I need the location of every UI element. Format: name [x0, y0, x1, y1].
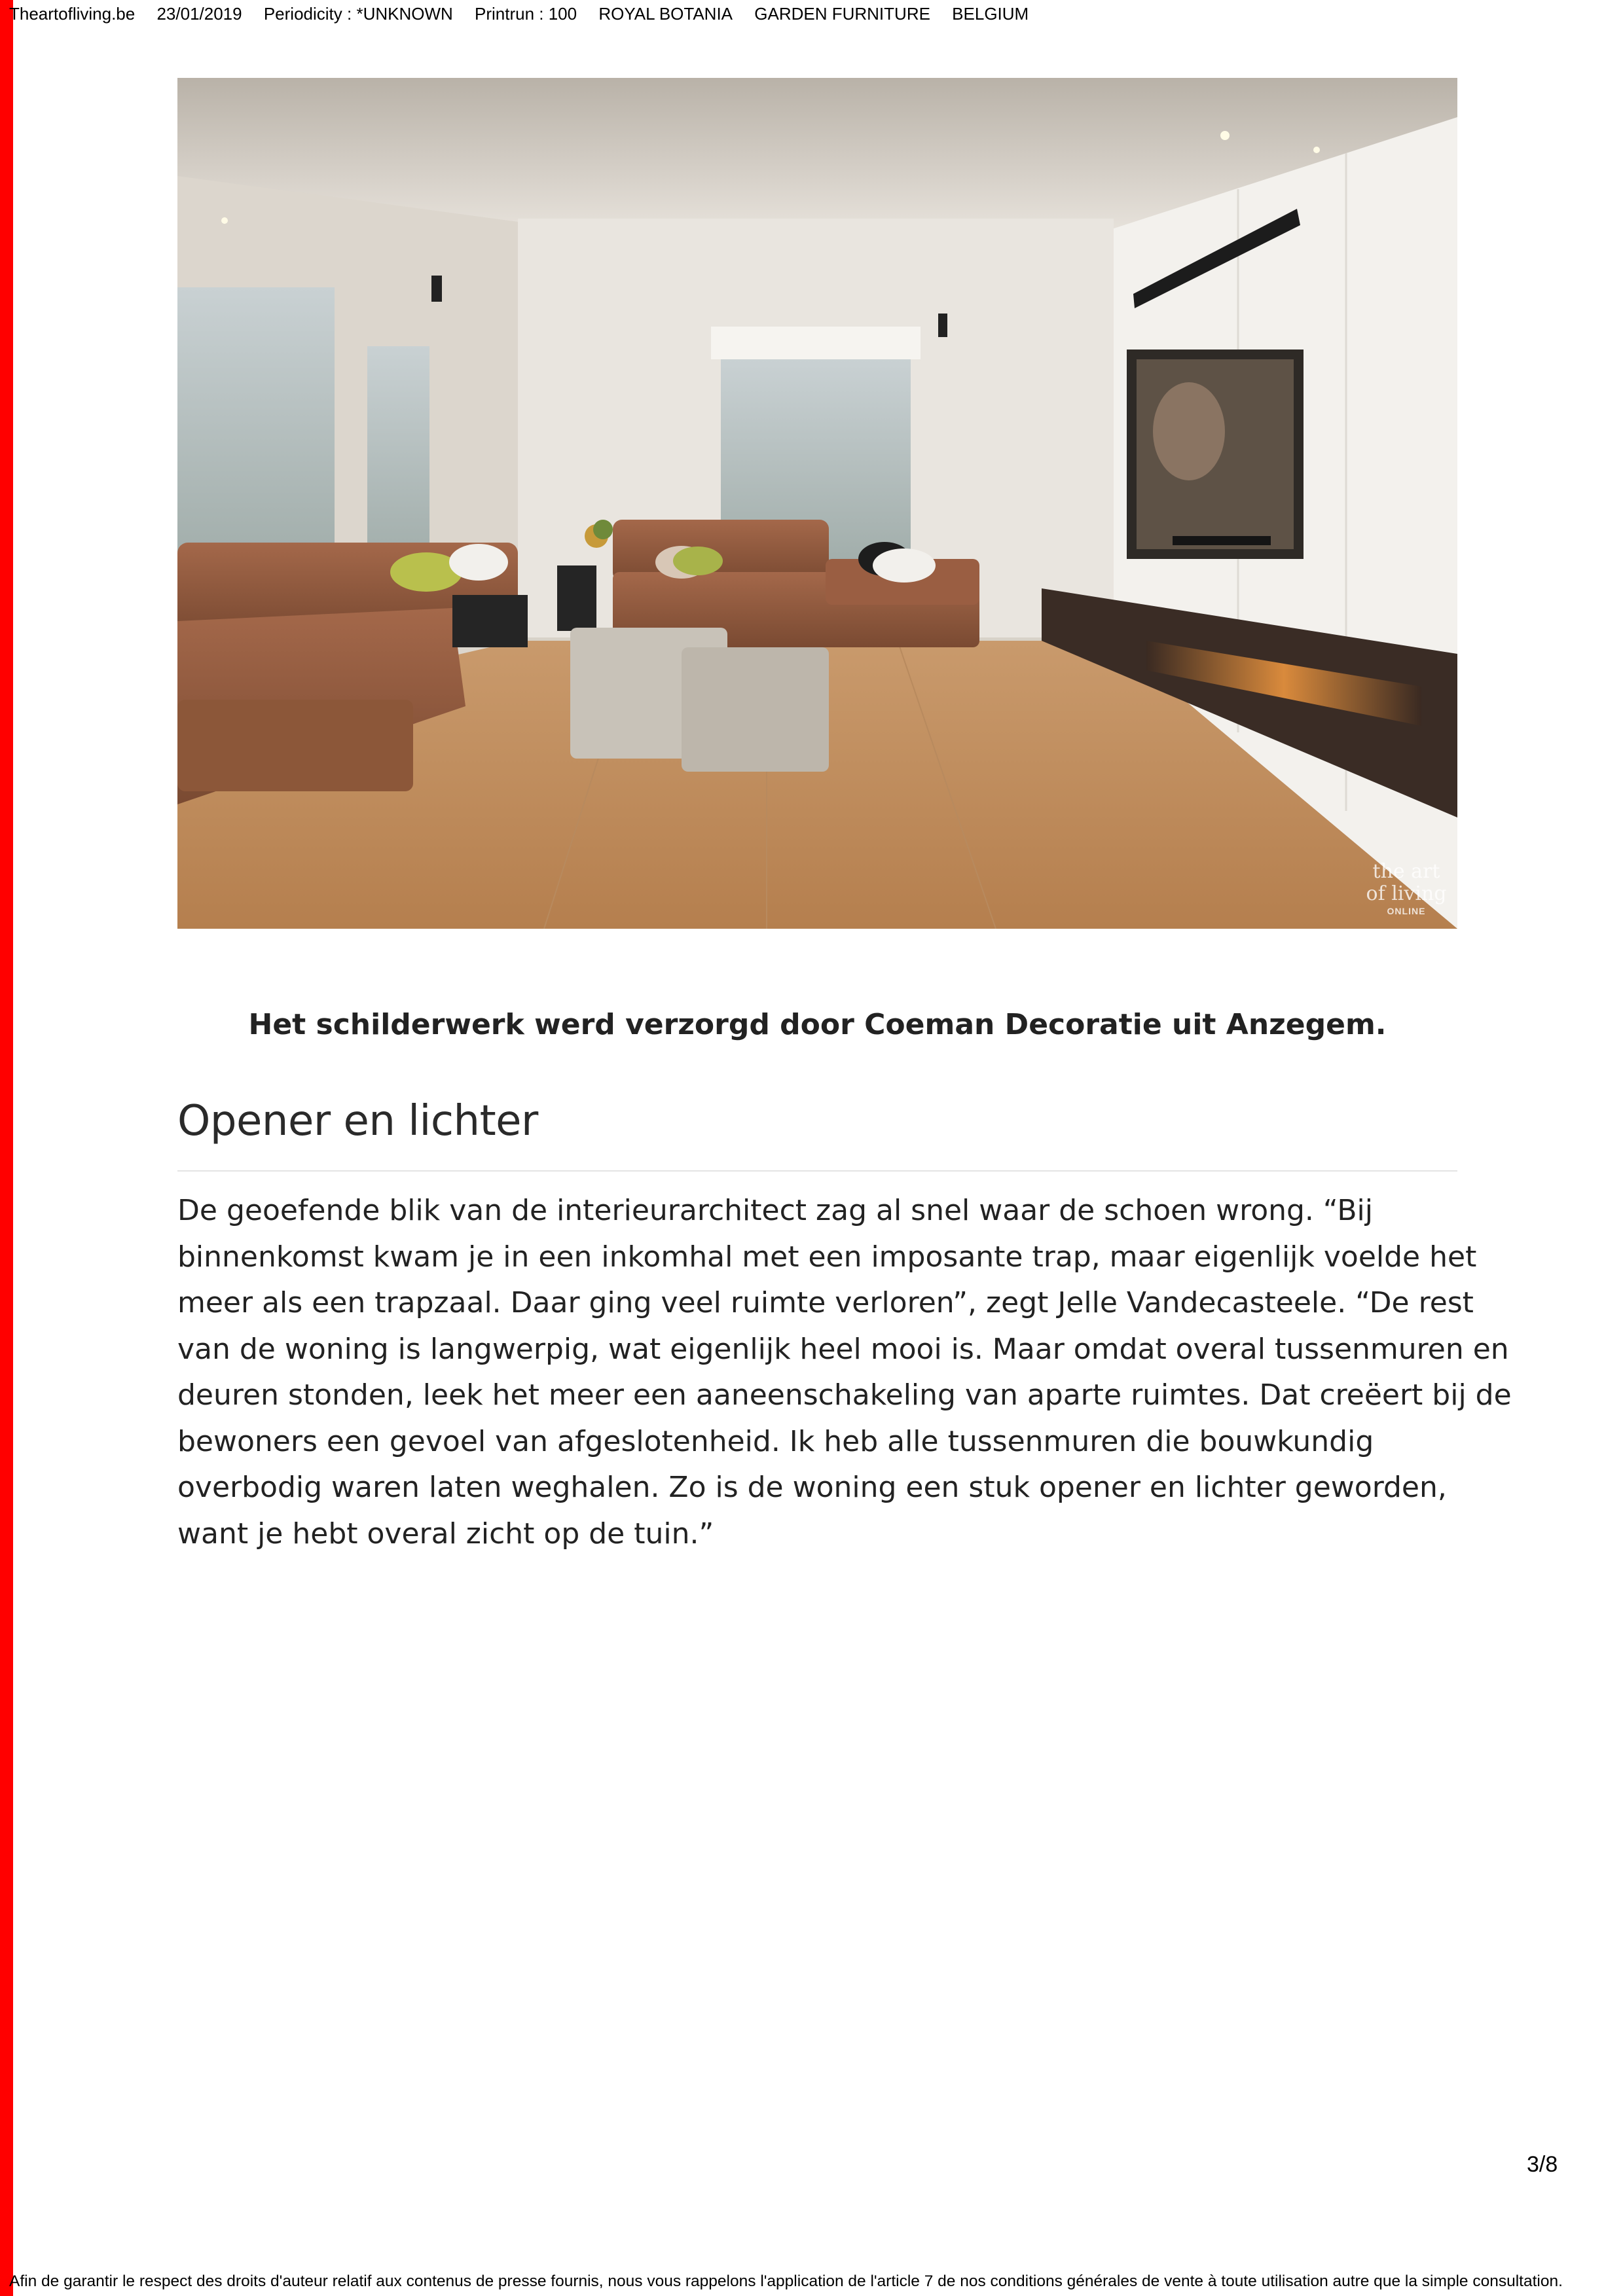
header-sector: GARDEN FURNITURE	[754, 4, 930, 24]
article-body	[177, 1188, 1512, 1557]
copyright-notice: Afin de garantir le respect des droits d'auteur relatif aux contenus de presse fournis, nous vous rappelons l'application de l'article 7 de nos conditions générales de vente à toute utilisation autre que la simple consultation.	[9, 2272, 1563, 2290]
body-line: want je hebt overal zicht op de tuin.”	[177, 1516, 714, 1551]
photo-caption: Het schilderwerk werd verzorgd door Coeman Decoratie uit Anzegem.	[248, 1008, 1387, 1041]
section-divider	[177, 1170, 1457, 1172]
header-printrun: Printrun : 100	[475, 4, 577, 24]
header-client: ROYAL BOTANIA	[598, 4, 733, 24]
page-number: 3/8	[1527, 2152, 1558, 2177]
body-line: deuren stonden, leek het meer een aaneenschakeling van aparte ruimtes. Dat creëert bij de	[177, 1378, 1512, 1412]
body-line: binnenkomst kwam je in een inkomhal met een imposante trap, maar eigenlijk voelde het	[177, 1240, 1477, 1274]
red-margin-bar	[0, 0, 13, 2296]
body-line: van de woning is langwerpig, wat eigenlijk heel mooi is. Maar omdat overal tussenmuren en	[177, 1332, 1509, 1366]
watermark-logo: the art of living ONLINE	[1366, 860, 1447, 916]
header-source: Theartofliving.be	[9, 4, 136, 24]
body-line: meer als een trapzaal. Daar ging veel ruimte verloren”, zegt Jelle Vandecasteele. “De rest	[177, 1286, 1474, 1319]
header-date: 23/01/2019	[156, 4, 242, 24]
body-line: De geoefende blik van de interieurarchitect zag al snel waar de schoen wrong. “Bij	[177, 1194, 1373, 1227]
body-line: bewoners een gevoel van afgeslotenheid. Ik heb alle tussenmuren die bouwkundig	[177, 1424, 1374, 1458]
header-country: BELGIUM	[952, 4, 1029, 24]
header-periodicity: Periodicity : *UNKNOWN	[263, 4, 453, 24]
press-header	[9, 4, 1046, 24]
living-room-photo	[177, 78, 1457, 929]
section-heading: Opener en lichter	[177, 1097, 538, 1145]
body-line: overbodig waren laten weghalen. Zo is de woning een stuk opener en lichter geworden,	[177, 1471, 1447, 1504]
